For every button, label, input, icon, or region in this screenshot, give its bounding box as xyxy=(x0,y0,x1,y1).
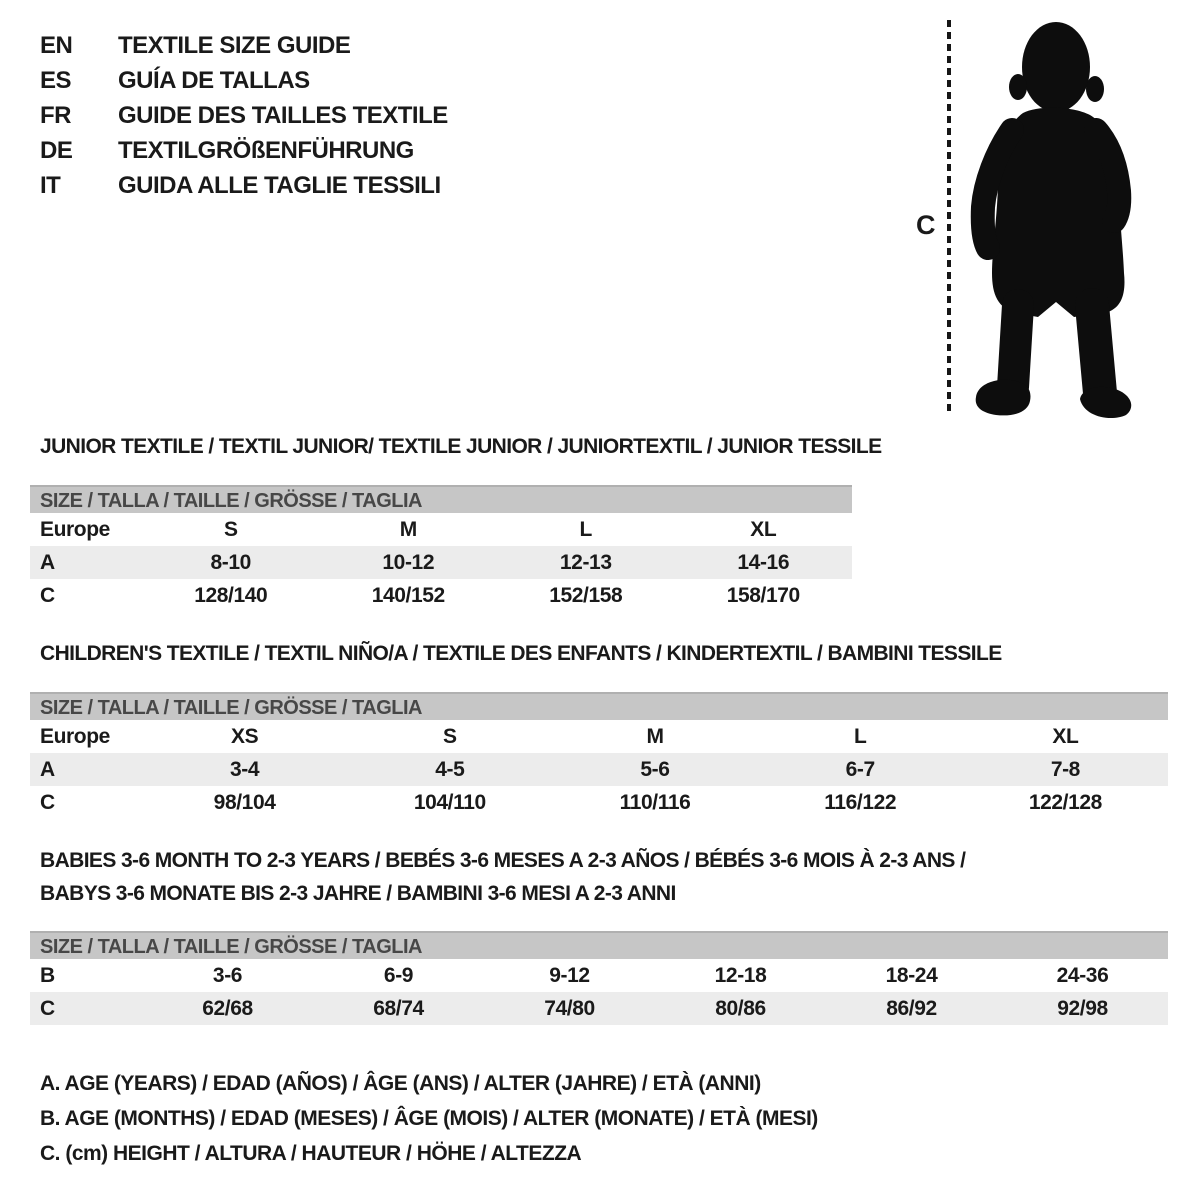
junior-section-title: JUNIOR TEXTILE / TEXTIL JUNIOR/ TEXTILE JUNIOR / JUNIORTEXTIL / JUNIOR TESSILE xyxy=(40,435,882,458)
language-row-en xyxy=(40,28,448,63)
table-cell: 9-12 xyxy=(549,963,590,987)
table-row-height xyxy=(30,579,852,612)
table-cell: 152/158 xyxy=(549,583,623,607)
table-row-europe xyxy=(30,513,852,546)
table-cell: 140/152 xyxy=(371,583,445,607)
language-code: EN xyxy=(40,31,73,59)
table-cell: 68/74 xyxy=(373,996,424,1020)
children-size-header-bar: SIZE / TALLA / TAILLE / GRÖSSE / TAGLIA xyxy=(30,692,1168,720)
table-cell: XL xyxy=(1052,724,1079,748)
table-cell: XL xyxy=(750,517,777,541)
table-cell: L xyxy=(579,517,592,541)
table-cell: 10-12 xyxy=(382,550,435,574)
table-cell: 24-36 xyxy=(1056,963,1109,987)
babies-size-table xyxy=(30,931,1168,1025)
row-label: A xyxy=(40,550,55,574)
table-cell: XS xyxy=(230,724,259,748)
guide-title-fr: GUIDE DES TAILLES TEXTILE xyxy=(118,101,448,129)
legend-line-a: A. AGE (YEARS) / EDAD (AÑOS) / ÂGE (ANS) / ALTER (JAHRE) / ETÀ (ANNI) xyxy=(40,1072,761,1095)
table-row-age xyxy=(30,753,1168,786)
table-cell: 158/170 xyxy=(726,583,800,607)
table-cell: M xyxy=(399,517,417,541)
row-label: Europe xyxy=(40,724,110,748)
language-code: FR xyxy=(40,101,71,129)
table-cell: 14-16 xyxy=(737,550,790,574)
language-title-list xyxy=(40,28,448,203)
table-cell: 5-6 xyxy=(640,757,670,781)
babies-section-title-line1: BABIES 3-6 MONTH TO 2-3 YEARS / BEBÉS 3-6 MESES A 2-3 AÑOS / BÉBÉS 3-6 MOIS À 2-3 ANS / xyxy=(40,849,966,872)
table-cell: S xyxy=(223,517,238,541)
row-label: C xyxy=(40,996,55,1020)
language-row-fr xyxy=(40,98,448,133)
language-code: IT xyxy=(40,171,61,199)
language-row-de xyxy=(40,133,448,168)
table-cell: 3-4 xyxy=(230,757,260,781)
babies-size-header-bar: SIZE / TALLA / TAILLE / GRÖSSE / TAGLIA xyxy=(30,931,1168,959)
table-row-height xyxy=(30,786,1168,819)
guide-title-it: GUIDA ALLE TAGLIE TESSILI xyxy=(118,171,441,199)
junior-size-table xyxy=(30,485,852,612)
table-row-europe xyxy=(30,720,1168,753)
table-cell: 62/68 xyxy=(202,996,253,1020)
toddler-silhouette-image xyxy=(968,15,1140,425)
table-row-height xyxy=(30,992,1168,1025)
guide-title-es: GUÍA DE TALLAS xyxy=(118,66,310,94)
table-cell: 6-9 xyxy=(383,963,414,987)
table-cell: 104/110 xyxy=(413,790,486,814)
guide-title-de: TEXTILGRÖßENFÜHRUNG xyxy=(118,136,414,164)
measurement-legend xyxy=(40,1066,818,1171)
table-cell: 110/116 xyxy=(619,790,691,814)
row-label: C xyxy=(40,583,55,607)
babies-section-title-line2: BABYS 3-6 MONATE BIS 2-3 JAHRE / BAMBINI 3-6 MESI A 2-3 ANNI xyxy=(40,882,676,905)
table-cell: 6-7 xyxy=(845,757,875,781)
table-cell: M xyxy=(646,724,664,748)
table-cell: 8-10 xyxy=(210,550,251,574)
table-cell: 74/80 xyxy=(544,996,595,1020)
table-row-age xyxy=(30,546,852,579)
table-cell: 12-18 xyxy=(714,963,767,987)
row-label: B xyxy=(40,963,55,987)
table-cell: 98/104 xyxy=(213,790,276,814)
table-cell: 128/140 xyxy=(194,583,268,607)
row-label: A xyxy=(40,757,55,781)
table-cell: 86/92 xyxy=(886,996,937,1020)
language-code: DE xyxy=(40,136,73,164)
legend-line-b: B. AGE (MONTHS) / EDAD (MESES) / ÂGE (MOIS) / ALTER (MONATE) / ETÀ (MESI) xyxy=(40,1107,818,1130)
language-row-it xyxy=(40,168,448,203)
table-cell: 12-13 xyxy=(559,550,612,574)
row-label: Europe xyxy=(40,517,110,541)
table-cell: 7-8 xyxy=(1050,757,1080,781)
table-row-age-months xyxy=(30,959,1168,992)
row-label: C xyxy=(40,790,55,814)
table-cell: 18-24 xyxy=(885,963,938,987)
table-cell: S xyxy=(442,724,457,748)
height-measure-dashed-line xyxy=(947,20,951,416)
table-cell: 92/98 xyxy=(1057,996,1108,1020)
table-cell: L xyxy=(853,724,867,748)
guide-title-en: TEXTILE SIZE GUIDE xyxy=(118,31,351,59)
legend-line-c: C. (cm) HEIGHT / ALTURA / HAUTEUR / HÖHE / ALTEZZA xyxy=(40,1142,582,1165)
height-measure-label: C xyxy=(916,210,935,240)
table-cell: 122/128 xyxy=(1028,790,1102,814)
table-cell: 80/86 xyxy=(715,996,766,1020)
table-cell: 3-6 xyxy=(212,963,243,987)
language-row-es xyxy=(40,63,448,98)
table-cell: 116/122 xyxy=(824,790,897,814)
language-code: ES xyxy=(40,66,72,94)
table-cell: 4-5 xyxy=(435,757,465,781)
junior-size-header-bar: SIZE / TALLA / TAILLE / GRÖSSE / TAGLIA xyxy=(30,485,852,513)
children-size-table xyxy=(30,692,1168,819)
children-section-title: CHILDREN'S TEXTILE / TEXTIL NIÑO/A / TEXTILE DES ENFANTS / KINDERTEXTIL / BAMBINI TESSILE xyxy=(40,642,1002,665)
